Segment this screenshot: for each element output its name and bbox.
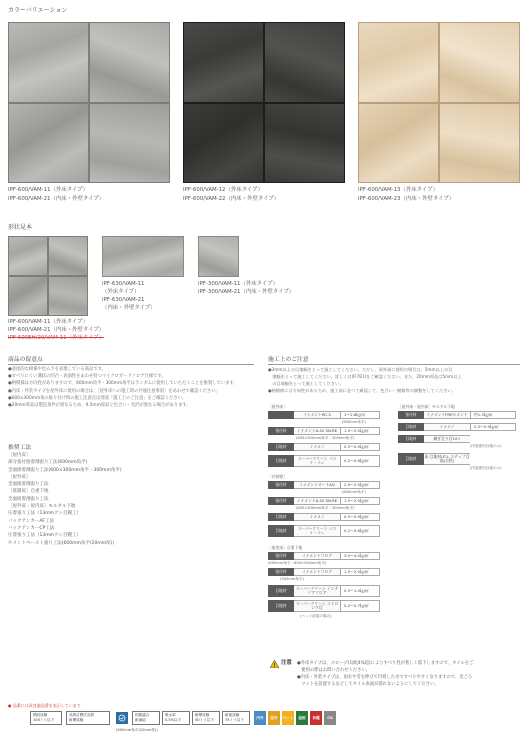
divider (8, 364, 254, 365)
badge: 各種 (310, 711, 322, 725)
table-note: (ベット部屋の場合) (300, 614, 332, 618)
shape-caption: IPF-300/VAM-11（外床タイプ） IPF-300/VAM-21（内床・外壁タイプ） (198, 281, 295, 295)
table-row: 目地材 床 目地材UT-L ステップ目地(自然) (398, 453, 470, 465)
table-note: (内装使用目地のみ) (470, 444, 502, 448)
table-note: (600mm角平) (342, 420, 366, 424)
methods-title: 推奨工法 (8, 445, 32, 451)
size-note: (600mm角平(20mm厚)) (116, 728, 158, 732)
tile-swatch-beige (358, 22, 520, 183)
spec-box: 開封試験 100ミリ以下 (30, 711, 62, 725)
shape-sample-630 (102, 236, 184, 277)
table-row: 目地材 イナメジ 0.3～0.9㎏/㎡ (398, 423, 516, 431)
spec-box: 品質自標法品質 耐摩試験 (66, 711, 110, 725)
tile-caption: IPF-600/VAM-13（外床タイプ） IPF-600/VAM-23（内床・外壁タイプ） (358, 187, 455, 202)
notes-list: ●意図的な模様や色ムラを表現している商品です。 ●すべりにくい溝状の凹凸・表面性をあわせ持つマイクロガードフロア仕様です。 ●柄模様は方向性がありますので、600mm角平・300mm角平はランダムに使用していただくことを推奨しています。 ●内床・外装タイプを屋外床に使用の場合は、［屋外床への施工時の共通注意事項］をあわせて確認ください。 ●600×300mm角の貼り付け時の施工注意点は別途「施工上のご注意」をご確認ください。 ●20mm厚品は製造条件が異なるため、9.5mm厚品と色合い・光沢が異なる場合があります。 (8, 367, 238, 409)
spec-box: 吸水率 0.5%以下 (162, 711, 190, 725)
table-note: (600×300mm角平・300mm角平) (296, 506, 355, 510)
construction-title: 施工上のご注意 (268, 357, 309, 363)
table-heading: ［屋外床・屋内床］モルタル下地 (398, 404, 455, 409)
table-row: 張付材 イナメントフロア 1.5～2.0㎏/㎡ (268, 568, 380, 576)
caution-label: 注意 (281, 660, 292, 666)
shape-caption: IPF-630/VAM-11 （外床タイプ） IPF-630/VAM-21 （内床・外壁タイプ） (102, 281, 156, 311)
tile-swatch-dark (183, 22, 345, 183)
badge: ペット (282, 711, 294, 725)
table-row: 目地材 イナメジ 0.3～0.9㎏/㎡ (268, 443, 380, 451)
table-row: 張付材 イナメントフロア 3.0～4.0㎏/㎡ (268, 552, 380, 560)
table-heading: ［屋室床］自重下地 (268, 545, 303, 550)
spec-box: 耐摩試験 50ミリ以下 (192, 711, 220, 725)
table-note: (600mm角平・600×300mm角平) (268, 561, 327, 565)
color-variation-title: カラーバリエーション (8, 7, 68, 14)
caution-text: ●外床タイプは、スロープ(勾配4%超)によりすべり性が著しく低下しますので、タイルをご 使用の際はお問い合わせください。 ●内床・外装タイプは、雨水や雪を伸びて付着した水ですべりやすくなりますので、近ごろ マットを設置するなどしてタイル表面が濡れないようにしてください。 (297, 661, 474, 687)
table-row: 目地材 スーパークリーン パスト・イレ 0.2～0.8㎏/㎡ (268, 455, 380, 467)
table-row: 目地材 スーパークリーン インテリアフロア 0.3～1.0㎏/㎡ (268, 585, 380, 597)
shapes-title: 形状見本 (8, 224, 33, 231)
shape-caption: IPF-600/VAM-11（外床タイプ） IPF-600/VAM-21（内床・外壁タイプ） IPF-600EH/20/VAM-11（外床タイプ） (8, 319, 105, 341)
warning-icon (270, 660, 279, 668)
table-row: 張付材 イナメントオートAQ 2.0～2.5㎏/㎡ (268, 481, 380, 489)
table-note: (600mm角平) (342, 490, 366, 494)
spec-box: 国際適合 耐凍結 (132, 711, 160, 725)
shape-sample-300 (198, 236, 239, 277)
tile-swatch-grey (8, 22, 170, 183)
tile-caption: IPF-600/VAM-12（外床タイプ） IPF-600/VAM-22（内床・外壁タイプ） (183, 187, 280, 202)
table-note: (600×300mm角平・300mm角平) (296, 436, 355, 440)
table-row: 目地材 スーパークリーン パスト・イレ 0.2～0.8㎏/㎡ (268, 525, 380, 537)
badge: 屋外 (268, 711, 280, 725)
table-row: 目地材 継ぎ足り目10+ (398, 435, 470, 443)
table-heading: ［屋外床］ (268, 404, 287, 409)
tile-caption: IPF-600/VAM-11（外床タイプ） IPF-600/VAM-21（内床・外壁タイプ） (8, 187, 105, 202)
table-row: 目地材 イナメジ 0.3～0.9㎏/㎡ (268, 513, 380, 521)
table-row: 張付材 イナメントA-52 SN-RE 1.5～2.0㎏/㎡ (268, 497, 380, 505)
table-note: (300mm角平) (280, 577, 304, 581)
spec-box: 耐薬試験 75ミリ以下 (222, 711, 250, 725)
certification-icon (116, 712, 128, 724)
table-row: イナメントRC-5 1～2.8㎏/㎡ (268, 411, 380, 419)
methods-list: ［屋内床］ 部分張付接着剤張り工法(600mm角平) 全面接着剤張り工法(600×300mm角平・300mm角平) ［屋外床］ 全面接着剤張り工法 ［低層床］自重下地 全面接着剤張り工法 ［屋外床・屋内床］モルタル下地 圧着張り工法（13mmクシ目鏝工） バックアンカーAF工法 バックアンカーCP工法 圧着張り工法（13mmクシ目鏝工） セメントペースト張り工法(600mm角平(20mm厚)) (8, 453, 122, 546)
construction-intro: ●3mm以上の目地幅をとって施工してください。ただし、屋外部に使用の場合は、5mm以上の目 地幅をとって施工してください。詳しくは(P.781)をご確認ください。また、20mm厚品は5mm以上 の目地幅をとって施工してください。 ●柄模様には方向性があるため、施工前に並べて確認して、色合い・模様等の調整をしてください。 (268, 367, 462, 393)
table-row: 張付材 イナメントFREセメント 約1.3㎏/㎡ (398, 411, 516, 419)
table-note: (内装使用目地のみ) (470, 466, 502, 470)
badge: CG (324, 711, 336, 725)
footer-mark: ● 品番には改良施品番を表示しています (8, 703, 81, 708)
notes-title: 商品の留意点 (8, 357, 43, 363)
badge: 屋根 (296, 711, 308, 725)
divider (268, 364, 520, 365)
badge: 内外 (254, 711, 266, 725)
shape-sample-600 (8, 236, 88, 316)
table-row: 目地材 スーパークリーン ストロング目 0.2～0.7㎏/㎡ (268, 600, 380, 612)
table-row: 張付材 イナメントA-52 SN-RE 1.5～2.0㎏/㎡ (268, 427, 380, 435)
table-heading: ［内装壁］ (268, 474, 287, 479)
